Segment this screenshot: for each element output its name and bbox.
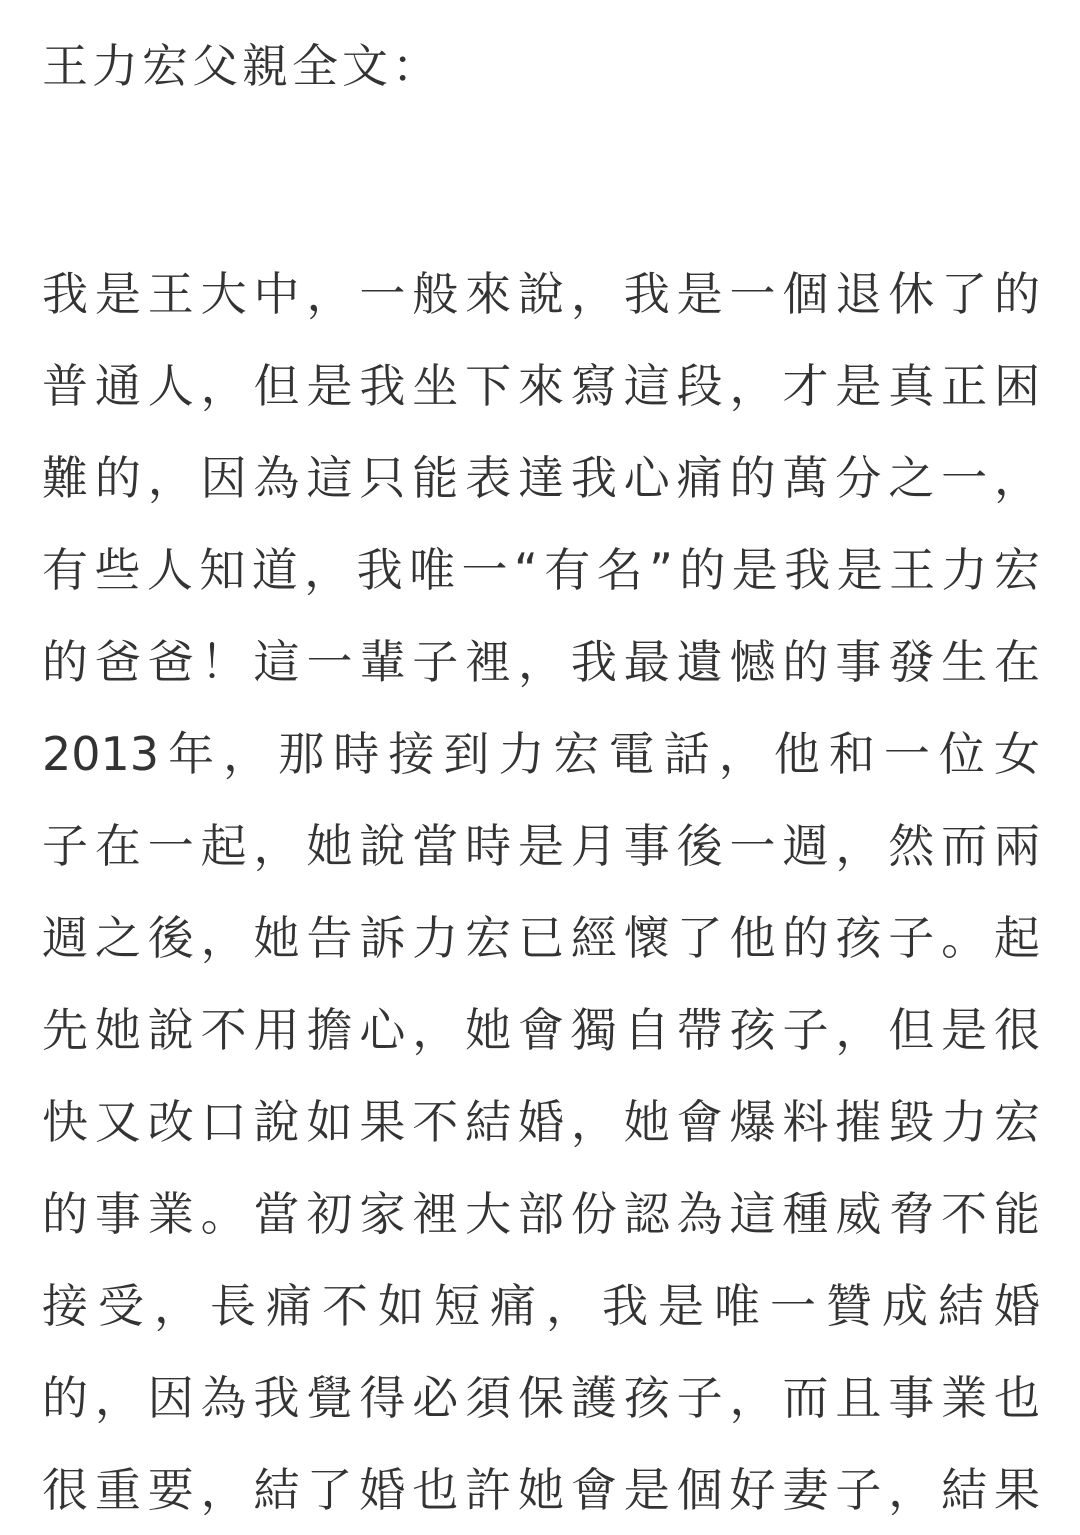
body-line-3: 難的，因為這只能表達我心痛的萬分之一， xyxy=(42,451,1040,505)
body-line-8: 週之後，她告訴力宏已經懷了他的孩子。起 xyxy=(42,911,1040,965)
document-body xyxy=(42,256,1042,1535)
body-line-1: 我是王大中，一般來說，我是一個退休了的 xyxy=(42,267,1040,321)
body-line-12: 接受，長痛不如短痛，我是唯一贊成結婚 xyxy=(42,1279,1040,1333)
body-line-5: 的爸爸！這一輩子裡，我最遺憾的事發生在 xyxy=(42,635,1040,689)
body-line-11: 的事業。當初家裡大部份認為這種威脅不能 xyxy=(42,1187,1040,1241)
body-line-9: 先她說不用擔心，她會獨自帶孩子，但是很 xyxy=(42,1003,1040,1057)
body-line-7: 子在一起，她說當時是月事後一週，然而兩 xyxy=(42,819,1040,873)
body-line-2: 普通人，但是我坐下來寫這段，才是真正困 xyxy=(42,359,1040,413)
body-line-10: 快又改口說如果不結婚，她會爆料摧毀力宏 xyxy=(42,1095,1040,1149)
body-line-4: 有些人知道，我唯一“有名”的是我是王力宏 xyxy=(42,543,1040,597)
document-title: 王力宏父親全文： xyxy=(42,39,442,93)
body-line-6: 2013年，那時接到力宏電話，他和一位女 xyxy=(42,727,1040,781)
body-line-14: 很重要，結了婚也許她會是個好妻子，結果 xyxy=(42,1463,1040,1517)
body-line-13: 的，因為我覺得必須保護孩子，而且事業也 xyxy=(42,1371,1040,1425)
